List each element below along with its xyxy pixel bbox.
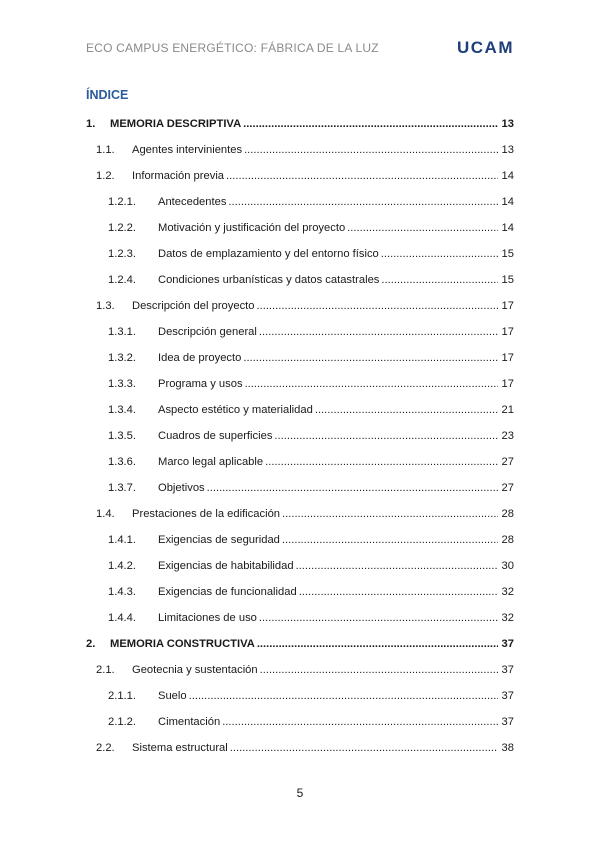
toc-entry-page: 37 [501, 690, 514, 702]
dot-leader [347, 219, 498, 237]
toc-entry-title: Idea de proyecto [158, 352, 242, 364]
toc-entry-title: MEMORIA DESCRIPTIVA [110, 118, 242, 130]
toc-entry-page: 37 [501, 716, 514, 728]
dot-leader [274, 427, 498, 445]
toc-entry[interactable] [86, 167, 514, 185]
toc-entry-title: Cuadros de superficies [158, 430, 273, 442]
toc-entry-title: Cimentación [158, 716, 221, 728]
toc-entry-page: 14 [501, 170, 514, 182]
dot-leader [228, 193, 498, 211]
toc-entry-title: MEMORIA CONSTRUCTIVA [110, 638, 255, 650]
toc-entry-page: 13 [501, 118, 514, 130]
toc-entry[interactable] [86, 739, 514, 757]
toc-entry-title: Sistema estructural [132, 742, 228, 754]
toc-entry-number: 1.3.4. [108, 404, 136, 416]
dot-leader [257, 297, 499, 315]
toc-entry[interactable] [86, 609, 514, 627]
toc-entry-number: 2. [86, 638, 96, 650]
toc-entry-number: 1.4.4. [108, 612, 136, 624]
toc-entry-page: 27 [501, 456, 514, 468]
dot-leader [222, 713, 498, 731]
toc-entry-page: 37 [501, 664, 514, 676]
toc-entry-page: 28 [501, 534, 514, 546]
toc-entry-title: Programa y usos [158, 378, 243, 390]
toc-entry[interactable] [86, 115, 514, 133]
toc-entry-number: 1.1. [96, 144, 115, 156]
toc-entry[interactable] [86, 583, 514, 601]
toc-entry-page: 32 [501, 612, 514, 624]
toc-entry[interactable] [86, 271, 514, 289]
dot-leader [282, 531, 498, 549]
toc-entry-page: 38 [501, 742, 514, 754]
toc-entry[interactable] [86, 349, 514, 367]
dot-leader [299, 583, 498, 601]
toc-entry[interactable] [86, 401, 514, 419]
toc-entry-number: 1.2. [96, 170, 115, 182]
toc-entry-number: 1.2.1. [108, 196, 136, 208]
toc-entry-number: 1.4.1. [108, 534, 136, 546]
dot-leader [245, 375, 498, 393]
toc-entry-number: 2.1. [96, 664, 115, 676]
toc-entry-title: Objetivos [158, 482, 205, 494]
toc-entry-title: Limitaciones de uso [158, 612, 257, 624]
toc-entry-number: 1.4.3. [108, 586, 136, 598]
toc-entry-title: Motivación y justificación del proyecto [158, 222, 346, 234]
dot-leader [282, 505, 498, 523]
toc-entry[interactable] [86, 453, 514, 471]
toc-entry-title: Suelo [158, 690, 187, 702]
toc-entry-title: Exigencias de habitabilidad [158, 560, 294, 572]
toc-entry-page: 13 [501, 144, 514, 156]
toc-entry-page: 17 [501, 326, 514, 338]
toc-entry-page: 30 [501, 560, 514, 572]
toc-entry[interactable] [86, 323, 514, 341]
toc-entry-title: Prestaciones de la edificación [132, 508, 281, 520]
toc-entry[interactable] [86, 245, 514, 263]
toc-entry-title: Descripción del proyecto [132, 300, 255, 312]
toc-entry-page: 15 [501, 274, 514, 286]
toc-entry[interactable] [86, 479, 514, 497]
toc-entry[interactable] [86, 713, 514, 731]
toc-entry-number: 2.2. [96, 742, 115, 754]
toc-entry-title: Información previa [132, 170, 225, 182]
toc-entry-title: Condiciones urbanísticas y datos catastrales [158, 274, 380, 286]
toc-entry-title: Antecedentes [158, 196, 227, 208]
toc-entry-page: 17 [501, 378, 514, 390]
dot-leader [381, 245, 498, 263]
toc-entry-number: 1.4.2. [108, 560, 136, 572]
toc-entry-number: 1. [86, 118, 96, 130]
toc-entry[interactable] [86, 505, 514, 523]
dot-leader [260, 661, 498, 679]
toc-entry[interactable] [86, 297, 514, 315]
toc-entry-number: 1.3.1. [108, 326, 136, 338]
toc-entry[interactable] [86, 531, 514, 549]
toc-entry[interactable] [86, 635, 514, 653]
dot-leader [257, 635, 498, 653]
dot-leader [243, 115, 498, 133]
page-number: 5 [296, 786, 304, 800]
toc-entry-number: 2.1.2. [108, 716, 136, 728]
toc-entry-title: Geotecnia y sustentación [132, 664, 258, 676]
toc-entry[interactable] [86, 427, 514, 445]
toc-entry-number: 1.4. [96, 508, 115, 520]
dot-leader [296, 557, 498, 575]
toc-entry[interactable] [86, 193, 514, 211]
dot-leader [226, 167, 498, 185]
index-title: ÍNDICE [86, 88, 129, 102]
dot-leader [243, 349, 498, 367]
toc-entry-number: 1.3.6. [108, 456, 136, 468]
toc-entry-number: 1.3. [96, 300, 115, 312]
toc-entry-number: 1.2.3. [108, 248, 136, 260]
toc-entry-page: 14 [501, 196, 514, 208]
toc-entry-title: Agentes intervinientes [132, 144, 243, 156]
toc-entry-title: Exigencias de funcionalidad [158, 586, 297, 598]
toc-entry-number: 1.2.4. [108, 274, 136, 286]
toc-entry-page: 17 [501, 300, 514, 312]
toc-entry-title: Aspecto estético y materialidad [158, 404, 313, 416]
toc-entry-title: Exigencias de seguridad [158, 534, 280, 546]
toc-entry-title: Descripción general [158, 326, 257, 338]
toc-entry-number: 1.3.2. [108, 352, 136, 364]
toc-entry-page: 37 [501, 638, 514, 650]
dot-leader [381, 271, 498, 289]
toc-entry-page: 23 [501, 430, 514, 442]
toc-entry-number: 1.3.3. [108, 378, 136, 390]
ucam-logo: UCAM [457, 38, 514, 57]
toc-entry[interactable] [86, 687, 514, 705]
toc-entry-number: 1.3.7. [108, 482, 136, 494]
toc-entry-page: 32 [501, 586, 514, 598]
toc-entry-page: 27 [501, 482, 514, 494]
dot-leader [207, 479, 498, 497]
toc-entry-page: 21 [501, 404, 514, 416]
toc-entry[interactable] [86, 661, 514, 679]
page-header [86, 38, 514, 60]
dot-leader [315, 401, 498, 419]
toc-entry-title: Datos de emplazamiento y del entorno físico [158, 248, 379, 260]
toc-entry[interactable] [86, 219, 514, 237]
toc-entry-page: 14 [501, 222, 514, 234]
toc-entry-page: 28 [501, 508, 514, 520]
dot-leader [244, 141, 498, 159]
dot-leader [259, 609, 498, 627]
toc-entry-page: 15 [501, 248, 514, 260]
toc-entry-title: Marco legal aplicable [158, 456, 264, 468]
toc-entry[interactable] [86, 141, 514, 159]
header-title: ECO CAMPUS ENERGÉTICO: FÁBRICA DE LA LUZ [86, 41, 379, 55]
toc-entry[interactable] [86, 557, 514, 575]
dot-leader [265, 453, 498, 471]
toc-entry[interactable] [86, 375, 514, 393]
dot-leader [259, 323, 498, 341]
toc-entry-number: 1.3.5. [108, 430, 136, 442]
toc-entry-page: 17 [501, 352, 514, 364]
dot-leader [230, 739, 498, 757]
dot-leader [189, 687, 498, 705]
toc-entry-number: 2.1.1. [108, 690, 136, 702]
toc-entry-number: 1.2.2. [108, 222, 136, 234]
